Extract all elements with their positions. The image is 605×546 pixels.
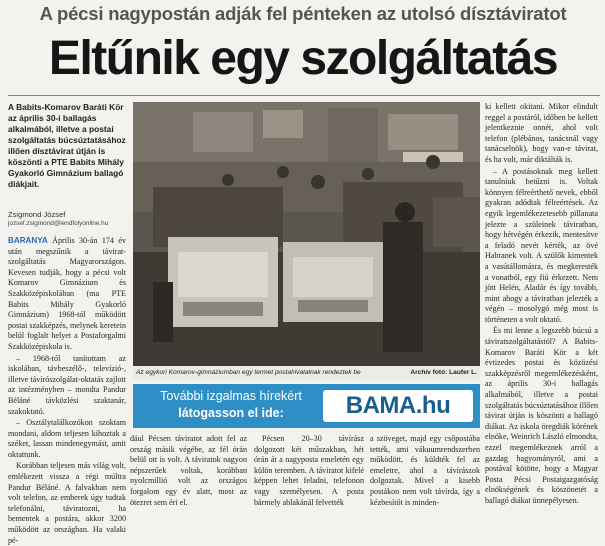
right-paragraph-2: – A postásoknak meg kellett tanulniuk betűzni is. Voltak könnyen félreérthető nevek, ebből gyakran adódtak félreértések. Az egyik legemlékezetesebb pillanata jelezte a szüleinek táviratban, hogy hétvégén érkezik, mentesítve a feladó nevét kérték, az övé Habranek volt. A szülők kimentek a vasútállomásra, és megkeresték a vonatból, egy fiú érkezett. Nem jött Helén, Aladár és így tovább, mint ahogy a táviratban jelezték a végén – mosolygó még most is történeten a volt oktató. [485,166,598,324]
advert-line-2: látogasson el ide: [178,406,284,420]
dateline: BARANYA [8,236,48,245]
paragraph-2: – 1968-tól tanítottam az iskolában, távbeszélő-, televízió-, illetve távírószolgálat-oktatás zajlott az intézményben – mondta Pandur Béláné távközlési szaktanár, szakoktató. [8,353,126,416]
article-column-bottom-3: a szöveget, majd egy csőpostába tették, ami vákuumrendszerben működött, és küldték fel az emeletre, ahol a távírászok dolgoztak. Mivel a kisebb postákon nem volt távírda, így a kézbesítőt is minden- [370,434,480,507]
paragraph-4: Korábban teljesen más világ volt, emlékezett vissza a régi múltra Pandur Béláné. A falvakban nem volt telefon, az emberek úgy tudtak telefonálni, táviratozni, ha bementek a postára, akkor 3200 működött az országban. Ha valaki pé- [8,461,126,545]
article-column-right [485,102,598,512]
article-column-left [8,236,126,545]
bama-advert-banner[interactable] [133,384,480,428]
article-column-bottom-2: Pécsen 20–30 távírász dolgozott két műszakban, hét órán át a nagyposta emeletén egy külön teremben. A táviratot kifelé képpen lehet feladni, telefonon vagy személyesen. A posta bármely ablakánál felvették [254,434,364,507]
paragraph-3: – Osztálytalálkozókon szoktam mondani, aldom teljesen kihoztak a széket, lassan mindenegymást, amit oktattunk. [8,418,126,459]
article-lede: A Babits-Komarov Baráti Kör az április 30-i ballagás alkalmából, illetve a postai szolgáltatás búcsúztatásához illően dísztávirat útján is köszönti a PTE Babits Mihály Gyakorló Gimnázium ballagó diákjait. [8,102,126,189]
photo-caption-bar [133,366,480,380]
byline-email: jozsef.zsigmond@lendfolyonline.hu [8,220,109,227]
headline-divider [8,95,600,96]
photo-caption: Az egykori Komarov-gimnáziumban egy termet postahivatalnak rendeztek be [136,369,361,376]
photo-illustration [133,102,480,366]
article-headline: Eltűnik egy szolgáltatás [48,32,558,85]
advert-line-1: További izgalmas hírekért [160,389,302,403]
advert-text [141,388,321,424]
classroom-telegraph-photo [133,102,480,366]
article-kicker: A pécsi nagypostán adják fel pénteken az utolsó dísztáviratot [39,3,567,24]
paragraph-1: BARANYA Április 30-án 174 év után megszűnik a távirat-szolgáltatás Magyarországon. Kevesen tudják, hogy a pécsi volt Komarov Gimnázium és Szakközépiskolában (ma PTE Babits Mihály Gyakorló Gimnázium) 1968-tól működött postai szakképzés, melynek keretein belül foglalt helyet a Postaforgalmi Szakközépiskola is. [8,236,126,351]
photo-credit: Archív fotó: Laufer L. [410,369,477,376]
article-byline [8,210,130,228]
byline-name: Zsigmond József [8,210,66,219]
article-column-bottom-1: dául Pécsen táviratot adott fel az ország másik végébe, az fél órán belül ott is volt. A táviratok nagyon népszerűek voltak, korábban nyolcmillió volt az országos forgalom egy év alatt, most az ötezret sem éri el. [130,434,247,507]
right-paragraph-3: És mi lenne a legszebb búcsú a táviratszolgáltatástól? A Babits-Komarov Baráti Kör a két évtizedes postai és közözési szakképzésről megemlékezésként, az április 30-i ballagás alkalmából, illetve a postai szolgáltatás búcsúztatásához illően távirat útján is köszönti a ballagó diákat. Az iskola öregdiák körének elnöke, Weinrich László elmondta, ezzel megemlékeznek arról a gazdag hagyományról, ami a postával kötötte, hogy a Magyar Posta Pécsi Postaigazgatóság elnökségének és köszönetét a ballagó diákat ünnepélyesen. [485,326,598,505]
bama-logo[interactable]: BAMA.hu [323,390,473,422]
right-paragraph-1: ki kellett okitani. Mikor elindult reggel a postáról, időben be kellett jelentkeznie onnét, ahol volt telefon (plébános, tanácsnál vagy tanácselnök), hogy van-e távirat, és ha volt, már diktálták is. [485,102,598,164]
